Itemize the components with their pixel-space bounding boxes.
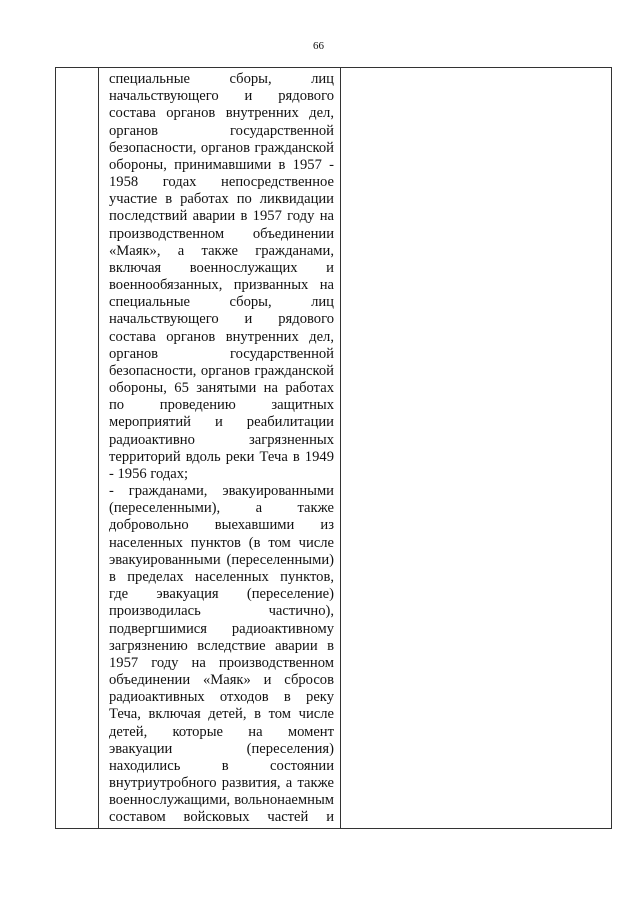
text-line: внутриутробного развития, а также	[109, 775, 334, 792]
text-line: специальные сборы, лиц	[109, 294, 334, 311]
text-line: населенных пунктов (в том числе	[109, 534, 334, 551]
text-line: мероприятий и реабилитации	[109, 414, 334, 431]
text-line: детей, которые на момент	[109, 723, 334, 740]
text-line: эвакуации (переселения)	[109, 740, 334, 757]
text-line: (переселенными), а также	[109, 500, 334, 517]
text-line: загрязнению вследствие аварии в	[109, 637, 334, 654]
text-line: территорий вдоль реки Теча в 1949	[109, 448, 334, 465]
text-line: военнообязанных, призванных на	[109, 277, 334, 294]
text-line: участие в работах по ликвидации	[109, 191, 334, 208]
text-line: органов государственной	[109, 345, 334, 362]
text-line: последствий аварии в 1957 году на	[109, 208, 334, 225]
text-line: эвакуированными (переселенными)	[109, 551, 334, 568]
text-line: 1958 годах непосредственное	[109, 174, 334, 191]
text-line: состава органов внутренних дел,	[109, 328, 334, 345]
text-line: обороны, принимавшими в 1957 -	[109, 156, 334, 173]
text-line: безопасности, органов гражданской	[109, 362, 334, 379]
text-line: радиоактивных отходов в реку	[109, 689, 334, 706]
text-line: где эвакуация (переселение)	[109, 586, 334, 603]
text-line: Теча, включая детей, в том числе	[109, 706, 334, 723]
table-cell-notes	[341, 68, 611, 828]
text-line: специальные сборы, лиц	[109, 71, 334, 87]
text-line: в пределах населенных пунктов,	[109, 568, 334, 585]
text-line: по проведению защитных	[109, 397, 334, 414]
text-line: подвергшимися радиоактивному	[109, 620, 334, 637]
text-line: начальствующего и рядового	[109, 311, 334, 328]
text-line: состава органов внутренних дел,	[109, 105, 334, 122]
text-line: - гражданами, эвакуированными	[109, 483, 334, 500]
text-line: составом войсковых частей и	[109, 809, 334, 826]
text-line: - 1956 годах;	[109, 465, 189, 482]
text-line: «Маяк», а также гражданами,	[109, 242, 334, 259]
text-line: обороны, 65 занятыми на работах	[109, 380, 334, 397]
text-line: находились в состоянии	[109, 757, 334, 774]
text-line: радиоактивно загрязненных	[109, 431, 334, 448]
table-cell-number	[56, 68, 99, 828]
text-line: включая военнослужащих и	[109, 259, 334, 276]
text-line: производилась частично),	[109, 603, 334, 620]
text-line: безопасности, органов гражданской	[109, 139, 334, 156]
document-table	[55, 67, 612, 829]
text-line: военнослужащими, вольнонаемным	[109, 792, 334, 809]
text-line: производственном объединении	[109, 225, 334, 242]
text-line: объединении «Маяк» и сбросов	[109, 672, 334, 689]
page-number: 66	[313, 40, 324, 52]
text-line: начальствующего и рядового	[109, 88, 334, 105]
text-line: органов государственной	[109, 122, 334, 139]
text-line: 1957 году на производственном	[109, 654, 334, 671]
text-line: добровольно выехавшими из	[109, 517, 334, 534]
table-cell-text	[99, 68, 341, 828]
